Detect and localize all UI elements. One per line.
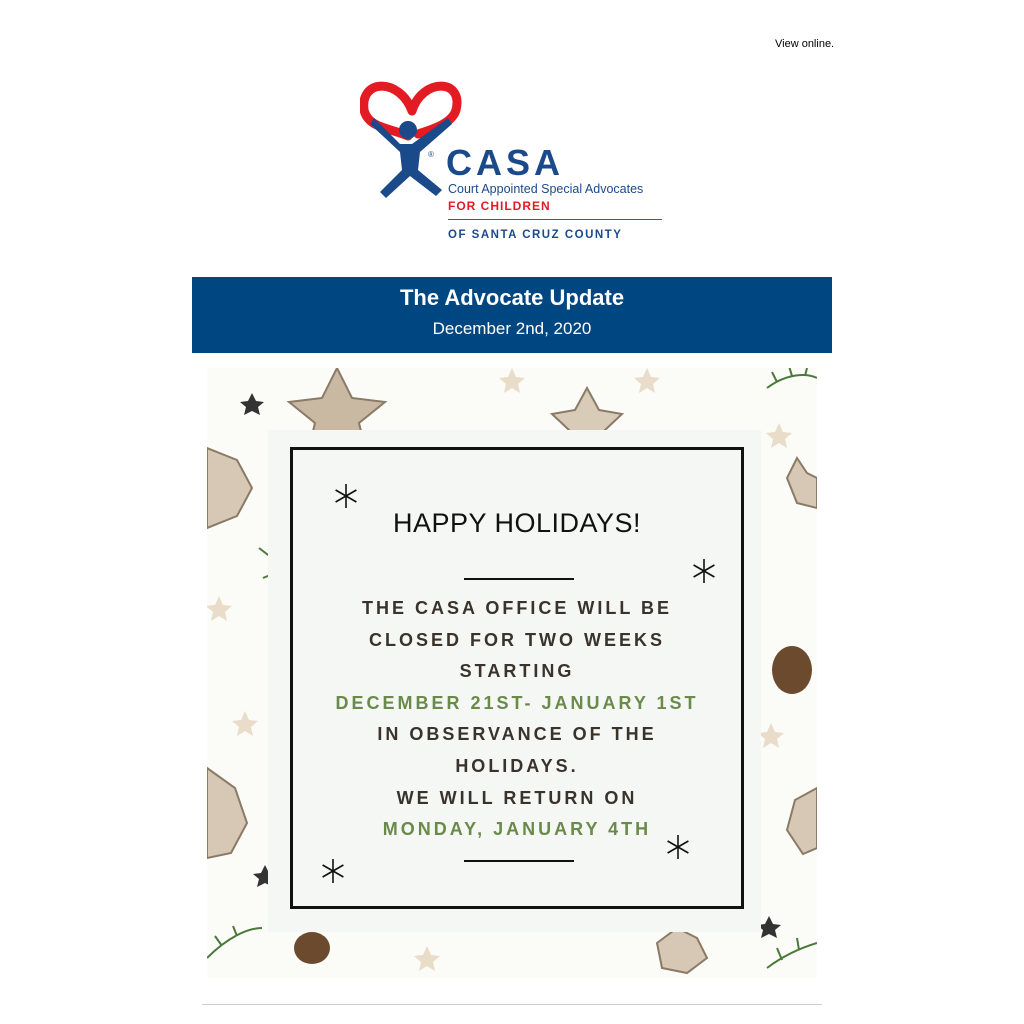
holiday-image [207, 368, 817, 978]
logo-county: OF SANTA CRUZ COUNTY [448, 229, 623, 241]
notice-frame [290, 447, 744, 909]
newsletter-banner [192, 277, 832, 353]
snowflake-icon [320, 858, 346, 884]
snowflake-icon [333, 483, 359, 509]
registered-mark: ® [428, 150, 434, 159]
logo-for-children: FOR CHILDREN [448, 199, 551, 213]
logo-divider [448, 219, 662, 220]
notice-line: STARTING [459, 661, 575, 682]
newsletter-date: December 2nd, 2020 [432, 319, 592, 338]
logo-casa-text: CASA [446, 142, 565, 183]
divider [464, 578, 574, 580]
footer-divider [202, 1004, 822, 1005]
divider [464, 860, 574, 862]
view-online-link[interactable]: View online. [775, 38, 835, 50]
notice-card [268, 430, 761, 932]
newsletter-title: The Advocate Update [399, 285, 625, 310]
logo-subtitle: Court Appointed Special Advocates [448, 182, 644, 196]
return-date: MONDAY, JANUARY 4TH [382, 819, 652, 840]
notice-heading: HAPPY HOLIDAYS! [392, 508, 642, 538]
casa-logo [360, 78, 670, 248]
closure-dates: DECEMBER 21ST- JANUARY 1ST [335, 692, 699, 713]
notice-body [293, 593, 741, 846]
snowflake-icon [691, 558, 717, 584]
notice-line: WE WILL RETURN ON [396, 787, 638, 808]
notice-line: IN OBSERVANCE OF THE [377, 724, 657, 745]
notice-line: CLOSED FOR TWO WEEKS [369, 629, 665, 650]
notice-line: HOLIDAYS. [455, 755, 579, 776]
notice-line: THE CASA OFFICE WILL BE [362, 598, 672, 618]
